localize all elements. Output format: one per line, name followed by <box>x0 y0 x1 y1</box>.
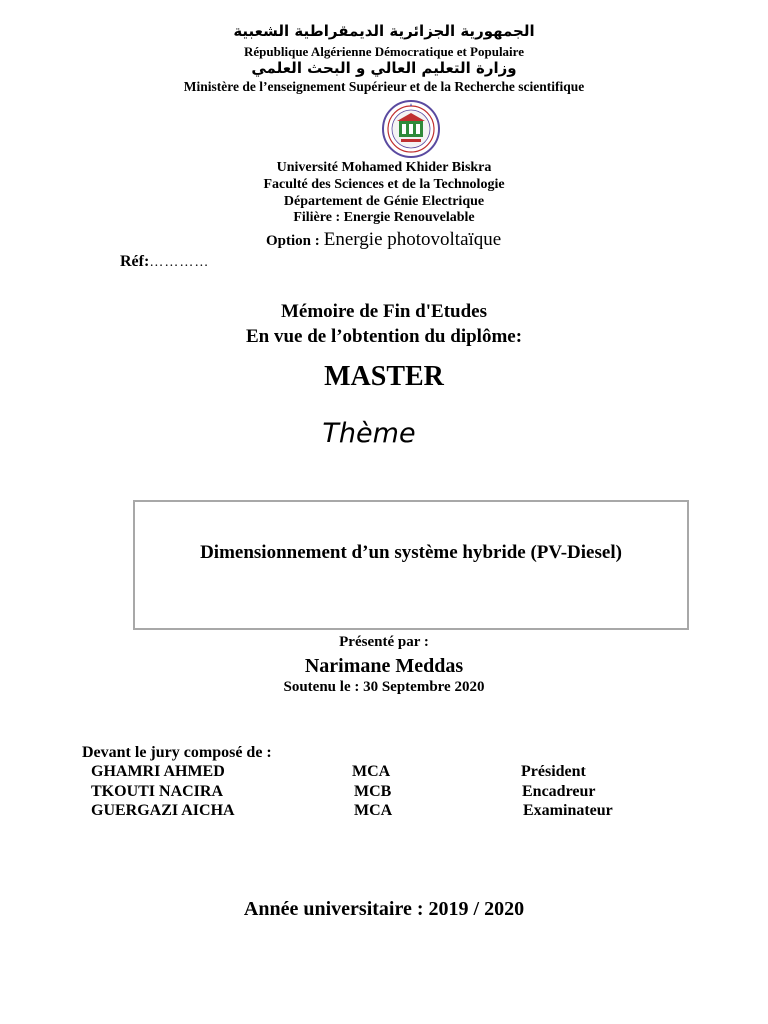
presented-by-label: Présenté par : <box>339 634 429 650</box>
option-line <box>266 229 501 251</box>
ref-line <box>120 253 209 271</box>
ref-value: ………… <box>149 255 210 270</box>
jury-member-role: Président <box>521 763 586 780</box>
author-name: Narimane Meddas <box>304 655 464 677</box>
memoire-title: Mémoire de Fin d'Etudes <box>280 301 487 322</box>
ref-label: Réf: <box>120 253 150 270</box>
filiere: Filière : Energie Renouvelable <box>293 210 475 225</box>
defense-date: Soutenu le : 30 Septembre 2020 <box>283 679 485 695</box>
theme-label: Thème <box>322 418 416 449</box>
jury-member-grade: MCA <box>352 763 391 780</box>
jury-member-name: GUERGAZI AICHA <box>91 802 235 819</box>
ministry-arabic: وزارة التعليم العالي و البحث العلمي <box>251 59 517 77</box>
university-seal-icon <box>381 99 441 159</box>
university-name: Université Mohamed Khider Biskra <box>276 160 492 175</box>
republic-arabic: الجمهورية الجزائرية الديمقراطية الشعبية <box>233 22 535 40</box>
thesis-title: Dimensionnement d’un système hybride (PV-Diesel) <box>200 542 622 563</box>
degree-title: MASTER <box>324 361 444 392</box>
jury-heading: Devant le jury composé de : <box>82 744 272 761</box>
jury-member-role: Encadreur <box>522 783 596 800</box>
jury-member-name: TKOUTI NACIRA <box>91 783 224 800</box>
faculty-name: Faculté des Sciences et de la Technologie <box>263 177 505 192</box>
jury-member-grade: MCB <box>354 783 392 800</box>
jury-member-name: GHAMRI AHMED <box>91 763 225 780</box>
ministry-french: Ministère de l’enseignement Supérieur et de la Recherche scientifique <box>183 79 585 94</box>
jury-member-role: Examinateur <box>523 802 613 819</box>
option-label: Option : <box>266 233 320 249</box>
diploma-line: En vue de l’obtention du diplôme: <box>245 326 523 347</box>
republic-french: République Algérienne Démocratique et Populaire <box>244 44 524 59</box>
academic-year: Année universitaire : 2019 / 2020 <box>243 898 525 920</box>
option-value: Energie photovoltaïque <box>323 229 502 250</box>
jury-member-grade: MCA <box>354 802 393 819</box>
department-name: Département de Génie Electrique <box>283 194 485 209</box>
theme-box <box>133 500 689 630</box>
